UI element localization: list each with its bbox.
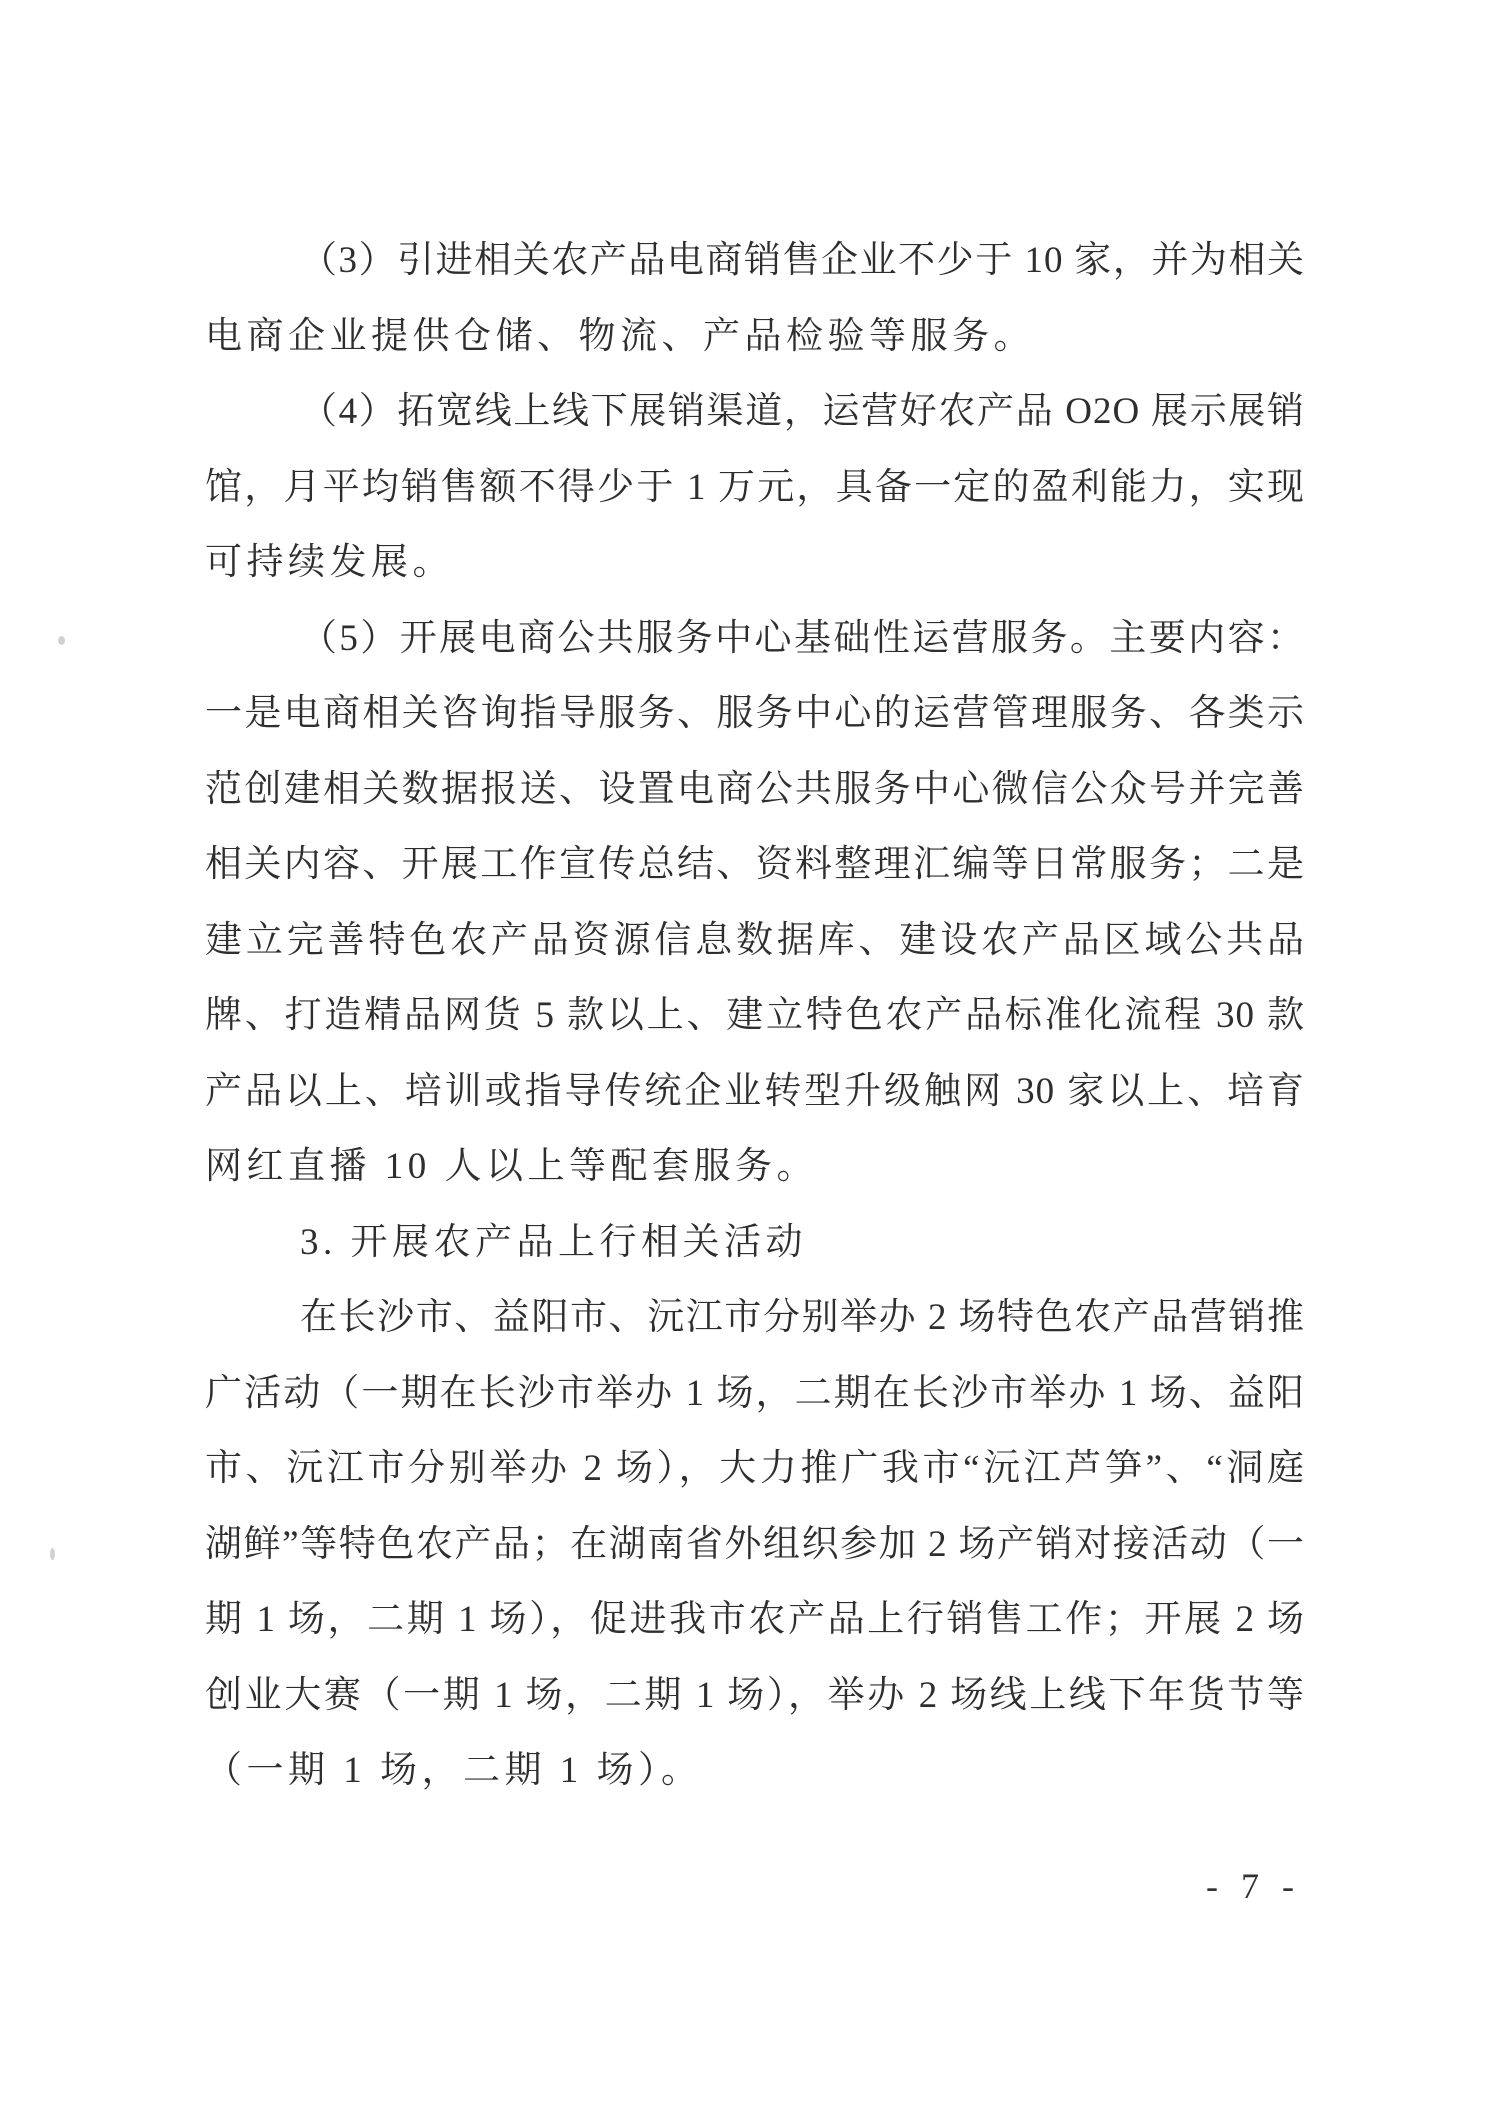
text-line: （一期 1 场，二期 1 场）。: [205, 1750, 703, 1791]
text-line: 期 1 场，二期 1 场），促进我市农产品上行销售工作；开展 2 场: [205, 1599, 1305, 1640]
text-line: 范创建相关数据报送、设置电商公共服务中心微信公众号并完善: [205, 768, 1305, 810]
text-line: （5）开展电商公共服务中心基础性运营服务。主要内容：: [300, 617, 1305, 659]
text-line: 湖鲜”等特色农产品；在湖南省外组织参加 2 场产销对接活动（一: [205, 1523, 1305, 1565]
text-line: 一是电商相关咨询指导服务、服务中心的运营管理服务、各类示: [205, 693, 1305, 734]
text-line: 在长沙市、益阳市、沅江市分别举办 2 场特色农产品营销推: [300, 1297, 1305, 1338]
document-body: [205, 223, 1305, 1809]
scan-speck: [50, 1548, 55, 1560]
text-line: （3）引进相关农产品电商销售企业不少于 10 家，并为相关: [300, 240, 1305, 281]
scan-speck: [58, 636, 65, 645]
text-line: 广活动（一期在长沙市举办 1 场，二期在长沙市举办 1 场、益阳: [205, 1372, 1305, 1414]
text-line: 网红直播 10 人以上等配套服务。: [205, 1146, 818, 1187]
text-line: 创业大赛（一期 1 场，二期 1 场），举办 2 场线上线下年货节等: [205, 1674, 1305, 1716]
page-number: - 7 -: [1206, 1866, 1301, 1906]
text-line: 电商企业提供仓储、物流、产品检验等服务。: [205, 315, 1035, 357]
text-line: 相关内容、开展工作宣传总结、资料整理汇编等日常服务；二是: [205, 844, 1305, 885]
text-line: 牌、打造精品网货 5 款以上、建立特色农产品标准化流程 30 款: [205, 995, 1305, 1036]
text-line: 产品以上、培训或指导传统企业转型升级触网 30 家以上、培育: [205, 1070, 1305, 1112]
text-line: 建立完善特色农产品资源信息数据库、建设农产品区域公共品: [205, 919, 1305, 961]
text-line: （4）拓宽线上线下展销渠道，运营好农产品 O2O 展示展销: [300, 391, 1305, 432]
text-line: 馆，月平均销售额不得少于 1 万元，具备一定的盈利能力，实现: [205, 466, 1305, 508]
text-line: 3. 开展农产品上行相关活动: [300, 1221, 807, 1263]
text-line: 市、沅江市分别举办 2 场），大力推广我市“沅江芦笋”、“洞庭: [205, 1448, 1305, 1489]
text-line: 可持续发展。: [205, 542, 454, 583]
